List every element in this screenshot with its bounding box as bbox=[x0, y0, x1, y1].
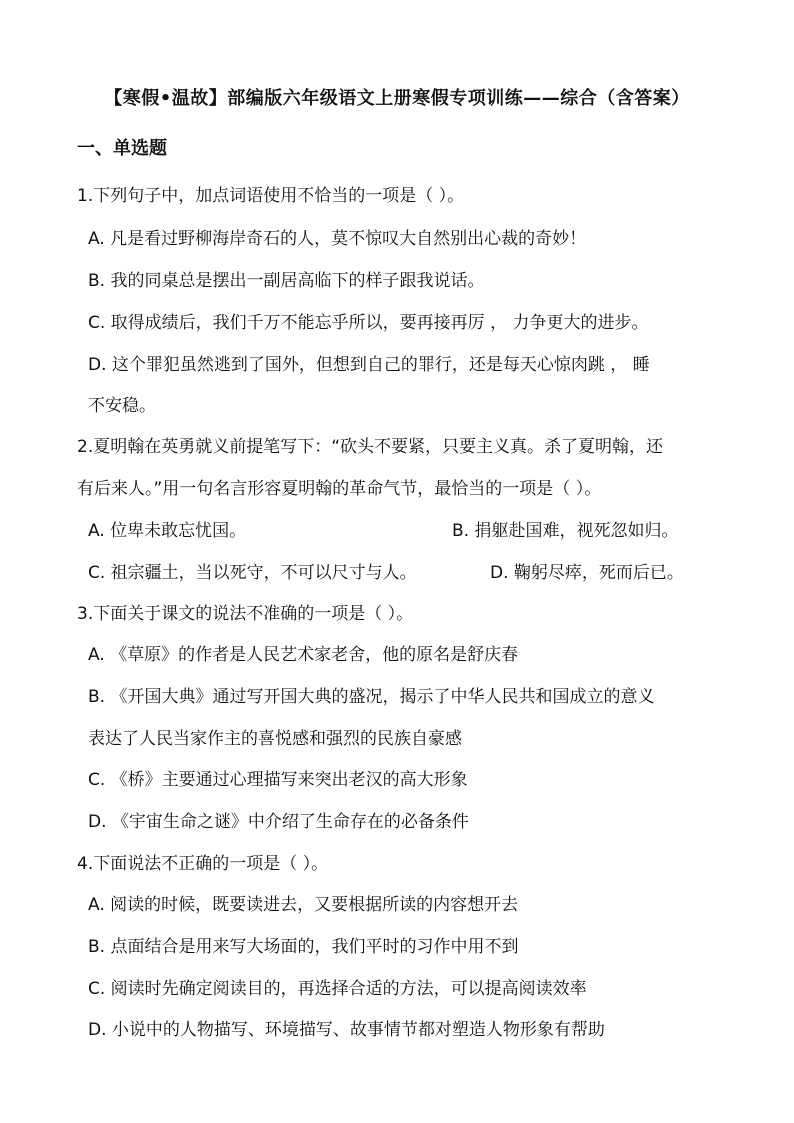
question-3-option-b-continued: 表达了人民当家作主的喜悦感和强烈的民族自豪感 bbox=[88, 729, 462, 749]
question-3-option-b: B. 《开国大典》通过写开国大典的盛况，揭示了中华人民共和国成立的意义 bbox=[88, 687, 655, 707]
question-4-option-a: A. 阅读的时候，既要读进去，又要根据所读的内容想开去 bbox=[88, 895, 519, 915]
question-1-option-c: C. 取得成绩后，我们千万不能忘乎所以，要再接再厉 ， 力争更大的进步。 bbox=[88, 313, 649, 333]
question-4-option-d: D. 小说中的人物描写、环境描写、故事情节都对塑造人物形象有帮助 bbox=[88, 1020, 605, 1040]
question-3-option-a: A. 《草原》的作者是人民艺术家老舍，他的原名是舒庆春 bbox=[88, 645, 519, 665]
question-2-option-c: C. 祖宗疆土，当以死守，不可以尺寸与人。 bbox=[88, 563, 417, 583]
question-1-option-b: B. 我的同桌总是摆出一副居高临下的样子跟我说话。 bbox=[88, 271, 485, 291]
question-2-option-a: A. 位卑未敢忘忧国。 bbox=[88, 521, 247, 541]
question-3-stem: 3.下面关于课文的说法不准确的一项是（ ）。 bbox=[77, 604, 414, 624]
question-1-option-a: A. 凡是看过野柳海岸奇石的人，莫不惊叹大自然别出心裁的奇妙！ bbox=[88, 229, 587, 249]
question-4-option-c: C. 阅读时先确定阅读目的，再选择合适的方法，可以提高阅读效率 bbox=[88, 979, 587, 999]
question-2-option-d: D. 鞠躬尽瘁，死而后已。 bbox=[490, 563, 684, 583]
question-3-option-c: C. 《桥》主要通过心理描写来突出老汉的高大形象 bbox=[88, 770, 468, 790]
question-1-option-d: D. 这个罪犯虽然逃到了国外，但想到自己的罪行，还是每天心惊肉跳 ， 睡 bbox=[88, 355, 650, 375]
question-4-stem: 4.下面说法不正确的一项是（ ）。 bbox=[77, 854, 329, 874]
document-title: 【寒假•温故】部编版六年级语文上册寒假专项训练——综合（含答案） bbox=[104, 88, 690, 109]
section-heading: 一、单选题 bbox=[77, 138, 167, 159]
question-2-stem: 2.夏明翰在英勇就义前提笔写下：“砍头不要紧，只要主义真。杀了夏明翰，还 bbox=[77, 437, 664, 457]
question-2-stem-continued: 有后来人。”用一句名言形容夏明翰的革命气节，最恰当的一项是（ ）。 bbox=[77, 479, 602, 499]
question-2-option-b: B. 捐躯赴国难，视死忽如归。 bbox=[452, 521, 679, 541]
question-4-option-b: B. 点面结合是用来写大场面的，我们平时的习作中用不到 bbox=[88, 937, 519, 957]
question-1-option-d-continued: 不安稳。 bbox=[88, 396, 156, 416]
question-1-stem: 1.下列句子中，加点词语使用不恰当的一项是（ ）。 bbox=[77, 186, 465, 206]
question-3-option-d: D. 《宇宙生命之谜》中介绍了生命存在的必备条件 bbox=[88, 812, 469, 832]
